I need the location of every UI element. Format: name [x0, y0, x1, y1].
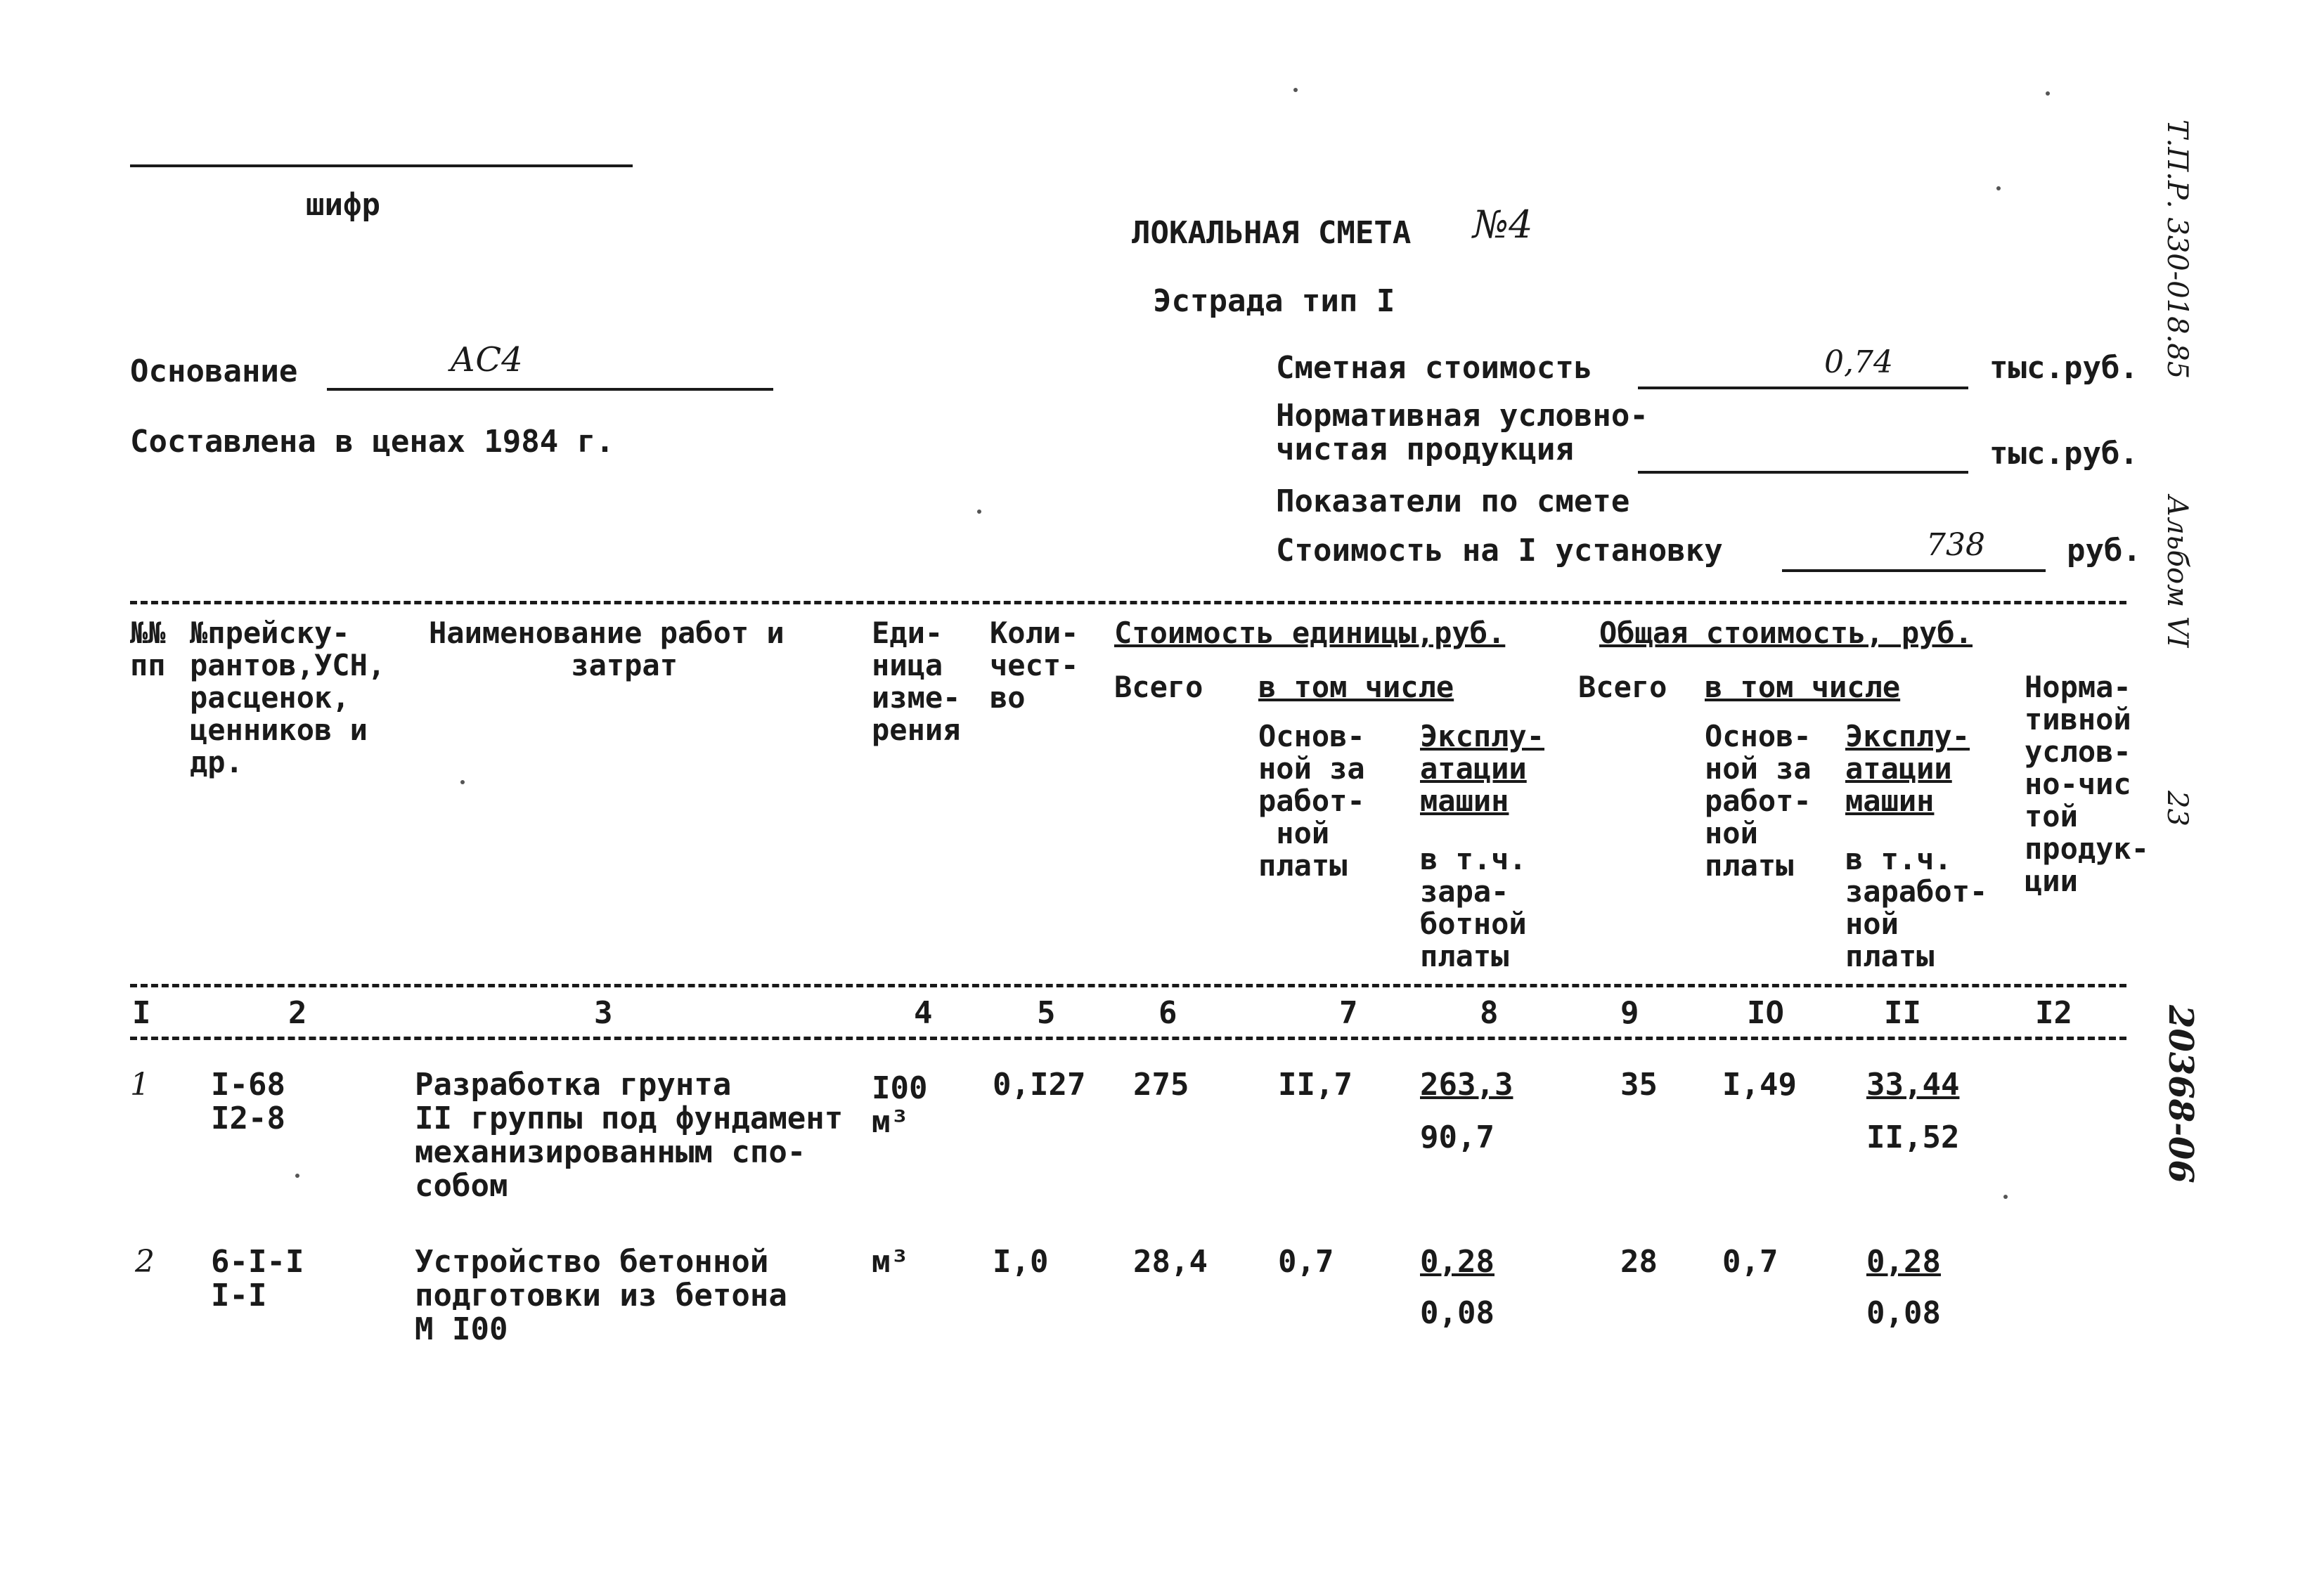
normative-unit: тыс.руб.	[1989, 436, 2138, 472]
col-header-total-cost: Общая стоимость, руб.	[1599, 616, 1973, 650]
scan-speck	[460, 780, 465, 784]
row-qty: I,0	[993, 1244, 1049, 1280]
col-header-total-wages: Основ- ной за работ- ной платы	[1705, 719, 1812, 883]
row-code: I-68 I2-8	[211, 1067, 285, 1136]
row-unit-wages: II,7	[1278, 1067, 1353, 1103]
col-header-pricelist: №прейску- рантов,УСН, расценок, ценников и др.	[190, 616, 386, 779]
per-unit-unit: руб.	[2067, 533, 2141, 569]
prices-label: Составлена в ценах 1984 г.	[130, 424, 614, 460]
column-number: 4	[914, 995, 933, 1031]
estimate-cost-underline	[1638, 387, 1968, 389]
col-header-unit-incl: в том числе	[1258, 670, 1454, 704]
column-number: 9	[1620, 995, 1639, 1031]
row-unit-wages: 0,7	[1278, 1244, 1334, 1280]
row-unit-total: 275	[1133, 1067, 1189, 1103]
row-unit-machine-wages: 0,08	[1420, 1295, 1495, 1331]
col-header-unit: Еди- ница изме- рения	[872, 616, 961, 747]
column-number: I	[132, 995, 151, 1031]
normative-underline	[1638, 471, 1968, 474]
scan-speck	[2003, 1195, 2008, 1199]
col-header-unit-machine-wages: в т.ч. зара- ботной платы	[1420, 842, 1527, 973]
col-header-num: №№ пп	[130, 616, 166, 682]
scan-speck	[2046, 91, 2050, 96]
margin-doc-code: 20368-06	[2161, 1005, 2200, 1183]
estimate-cost-value: 0,74	[1824, 344, 1893, 380]
column-number: 7	[1339, 995, 1358, 1031]
column-number: I2	[2035, 995, 2072, 1031]
row-name: Устройство бетонной подготовки из бетона М I00	[415, 1244, 787, 1347]
basis-value: АС4	[450, 340, 523, 379]
col-header-qty: Коли- чест- во	[990, 616, 1079, 715]
row-name: Разработка грунта II группы под фундамент механизированным спо- собом	[415, 1067, 844, 1204]
col-header-name: Наименование работ и затрат	[429, 616, 785, 682]
column-number-rule	[130, 1037, 2126, 1040]
row-total: 28	[1620, 1244, 1658, 1280]
row-unit-machine: 263,3	[1420, 1067, 1513, 1103]
column-number: 8	[1480, 995, 1499, 1031]
col-header-total-machine: Эксплу- атации машин	[1845, 719, 1970, 818]
document-title: ЛОКАЛЬНАЯ СМЕТА	[1132, 215, 1412, 251]
per-unit-value: 738	[1926, 527, 1985, 563]
row-code: 6-I-I I-I	[211, 1244, 304, 1313]
cipher-line	[130, 164, 633, 167]
col-header-unit-cost: Стоимость единицы,руб.	[1114, 616, 1506, 650]
estimate-number: №4	[1473, 202, 1533, 247]
col-header-total: Всего	[1578, 670, 1667, 704]
row-unit: м³	[872, 1244, 909, 1280]
header-bottom-rule	[130, 984, 2126, 987]
margin-page-number: 23	[2161, 791, 2193, 826]
scan-speck	[977, 510, 981, 514]
row-unit-machine: 0,28	[1420, 1244, 1495, 1280]
row-unit-machine-wages: 90,7	[1420, 1120, 1495, 1155]
row-number: 2	[135, 1244, 155, 1280]
per-unit-underline	[1782, 569, 2046, 572]
row-unit-total: 28,4	[1133, 1244, 1208, 1280]
margin-stamp-project: Т.П.Р. 330-018.85	[2161, 119, 2193, 379]
estimate-cost-label: Сметная стоимость	[1276, 350, 1593, 386]
normative-label-1: Нормативная условно-	[1276, 398, 1648, 434]
basis-label: Основание	[130, 353, 298, 389]
column-number: 3	[594, 995, 613, 1031]
row-qty: 0,I27	[993, 1067, 1086, 1103]
scan-speck	[295, 1174, 299, 1178]
row-number: 1	[130, 1067, 150, 1103]
column-number: II	[1884, 995, 1921, 1031]
column-number: 5	[1037, 995, 1056, 1031]
col-header-unit-wages: Основ- ной за работ- ной платы	[1258, 719, 1365, 883]
cipher-label: шифр	[306, 187, 380, 223]
row-total-wages: 0,7	[1722, 1244, 1778, 1280]
table-top-rule	[130, 601, 2126, 604]
margin-stamp-album: Альбом VI	[2161, 495, 2193, 648]
indicators-label: Показатели по смете	[1276, 484, 1630, 519]
row-total-machine-wages: 0,08	[1866, 1295, 1941, 1331]
col-header-total-incl: в том числе	[1705, 670, 1901, 704]
basis-underline	[327, 388, 773, 391]
row-total-wages: I,49	[1722, 1067, 1797, 1103]
column-number: 6	[1158, 995, 1177, 1031]
col-header-unit-total: Всего	[1114, 670, 1203, 704]
per-unit-label: Стоимость на I установку	[1276, 533, 1723, 569]
column-number: 2	[288, 995, 307, 1031]
normative-label-2: чистая продукция	[1276, 431, 1574, 467]
row-total: 35	[1620, 1067, 1658, 1103]
row-total-machine-wages: II,52	[1866, 1120, 1960, 1155]
column-number: IO	[1747, 995, 1784, 1031]
row-unit: I00 м³	[872, 1070, 928, 1140]
col-header-unit-machine: Эксплу- атации машин	[1420, 719, 1545, 818]
document-subtitle: Эстрада тип I	[1153, 283, 1395, 319]
scan-speck	[1996, 186, 2001, 190]
scan-speck	[1293, 88, 1298, 92]
col-header-total-machine-wages: в т.ч. заработ- ной платы	[1845, 842, 1988, 973]
estimate-cost-unit: тыс.руб.	[1989, 350, 2138, 386]
row-total-machine: 0,28	[1866, 1244, 1941, 1280]
row-total-machine: 33,44	[1866, 1067, 1960, 1103]
col-header-normative: Норма- тивной услов- но-чис той продук- ции	[2025, 670, 2150, 898]
